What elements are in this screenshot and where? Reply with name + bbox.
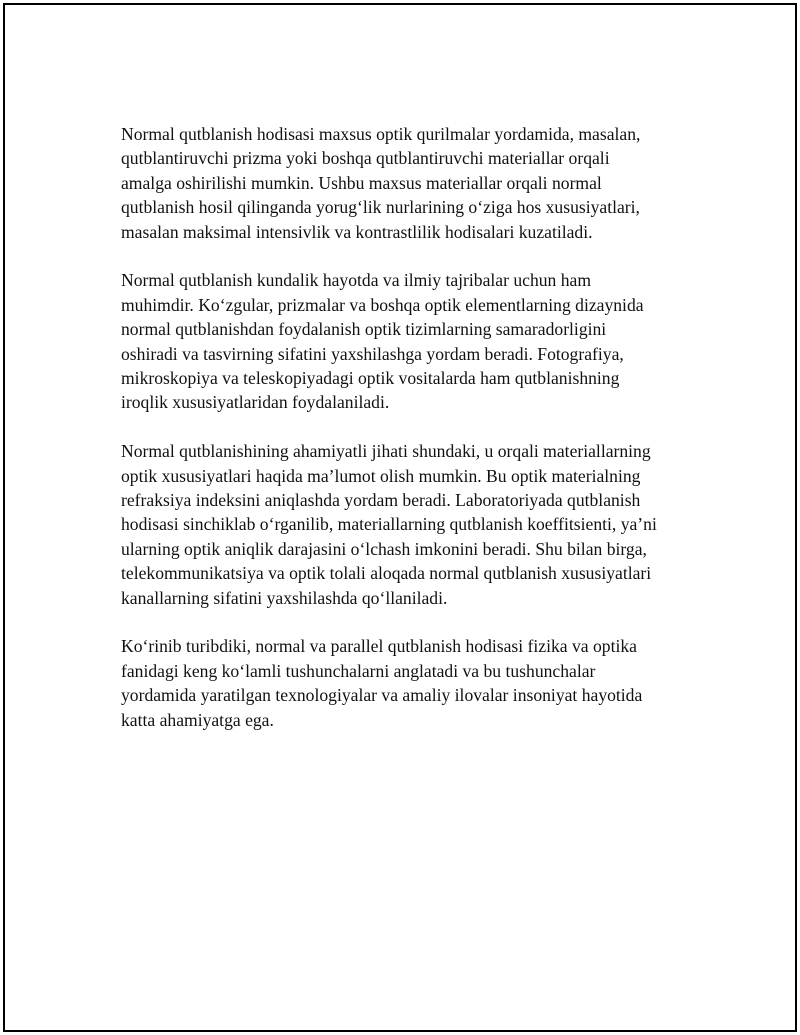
paragraph-1: Normal qutblanish hodisasi maxsus optik qurilmalar yordamida, masalan, qutblantiruvchi prizma yoki boshqa qutblantiruvchi materiallar orqali amalga oshirilishi mumkin. Ushbu maxsus materiallar orqali normal qutblanish hosil qilinganda yorug‘lik nurlarining o‘ziga hos xususiyatlari, masalan maksimal intensivlik va kontrastlilik hodisalari kuzatiladi. [121,124,641,242]
paragraph-2: Normal qutblanish kundalik hayotda va ilmiy tajribalar uchun ham muhimdir. Ko‘zgular, prizmalar va boshqa optik elementlarning dizaynida normal qutblanishdan foydalanish optik tizimlarning samaradorligini oshiradi va tasvirning sifatini yaxshilashga yordam beradi. Fotografiya, mikroskopiya va teleskopiyadagi optik vositalarda ham qutblanishning iroqlik xususiyatlaridan foydalaniladi. [121,270,644,413]
paragraph-4: Ko‘rinib turibdiki, normal va parallel qutblanish hodisasi fizika va optika fanidagi keng ko‘lamli tushunchalarni anglatadi va bu tushunchalar yordamida yaratilgan texnologiyalar va amaliy ilovalar insoniyat hayotida katta ahamiyatga ega. [121,636,643,730]
paragraph-3: Normal qutblanishining ahamiyatli jihati shundaki, u orqali materiallarning optik xususiyatlari haqida ma’lumot olish mumkin. Bu optik materialning refraksiya indeksini aniqlashda yordam beradi. Laboratoriyada qutblanish hodisasi sinchiklab o‘rganilib, materiallarning qutblanish koeffitsienti, ya’ni ularning optik aniqlik darajasini o‘lchash imkonini beradi. Shu bilan birga, telekommunikatsiya va optik tolali aloqada normal qutblanish xususiyatlari kanallarning sifatini yaxshilashda qo‘llaniladi. [121,441,657,608]
document-body [121,122,701,757]
page-frame [3,3,797,1032]
